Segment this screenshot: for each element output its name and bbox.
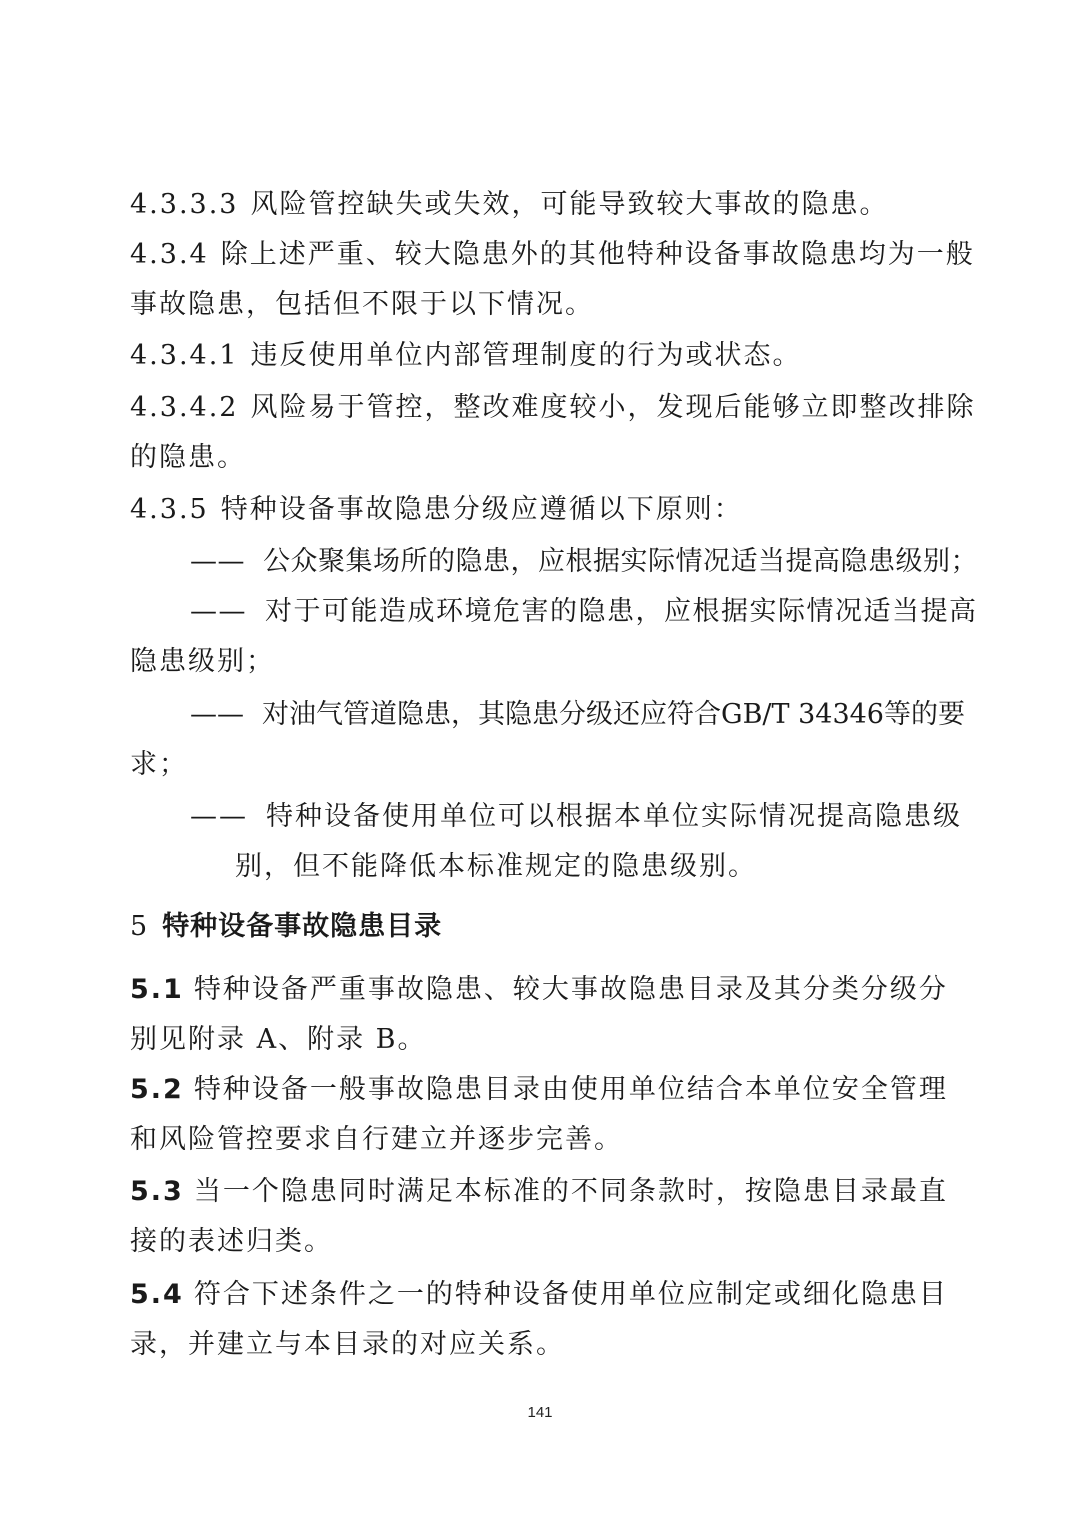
clause-number: 4.3.3.3 [130, 189, 239, 220]
clause-4-3-5 [130, 490, 980, 530]
principle-item-4 [190, 797, 980, 837]
clause-5-1 [130, 970, 980, 1010]
principle-item-4-continued [235, 847, 980, 887]
principle-text: 对于可能造成环境危害的隐患，应根据实际情况适当提高 [265, 596, 978, 627]
clause-number: 4.3.4 [130, 239, 209, 270]
clause-text: 符合下述条件之一的特种设备使用单位应制定或细化隐患目 [193, 1279, 948, 1310]
clause-4-3-4-1 [130, 336, 980, 376]
clause-text: 特种设备严重事故隐患、较大事故隐患目录及其分类分级分 [193, 974, 948, 1005]
principle-item-3-continued [130, 745, 980, 785]
principle-text: 对油气管道隐患，其隐患分级还应符合GB/T 34346等的要 [262, 699, 965, 730]
page-number: 141 [527, 1404, 553, 1421]
clause-4-3-4-2-continued [130, 438, 980, 478]
principle-text: 别，但不能降低本标准规定的隐患级别。 [235, 851, 757, 882]
clause-5-2 [130, 1070, 980, 1110]
clause-text: 特种设备一般事故隐患目录由使用单位结合本单位安全管理 [193, 1074, 948, 1105]
clause-4-3-4-2 [130, 388, 980, 428]
section-title: 特种设备事故隐患目录 [162, 911, 443, 942]
clause-5-2-continued [130, 1120, 980, 1160]
clause-5-3-continued [130, 1222, 980, 1262]
principle-text: 求； [130, 749, 188, 780]
clause-text: 的隐患。 [130, 442, 246, 473]
dash-marker: —— [190, 699, 244, 730]
clause-5-4 [130, 1275, 980, 1315]
clause-text: 违反使用单位内部管理制度的行为或状态。 [250, 340, 802, 371]
clause-number: 5.2 [130, 1074, 184, 1105]
clause-text: 除上述严重、较大隐患外的其他特种设备事故隐患均为一般 [220, 239, 975, 270]
principle-item-3 [190, 695, 980, 735]
section-5-heading [130, 907, 980, 947]
dash-marker: —— [190, 801, 248, 832]
clause-text: 事故隐患，包括但不限于以下情况。 [130, 289, 594, 320]
clause-text: 风险管控缺失或失效，可能导致较大事故的隐患。 [250, 189, 889, 220]
clause-text: 当一个隐患同时满足本标准的不同条款时，按隐患目录最直 [193, 1176, 948, 1207]
clause-text: 特种设备事故隐患分级应遵循以下原则： [220, 494, 743, 525]
clause-text: 接的表述归类。 [130, 1226, 333, 1257]
dash-marker: —— [190, 546, 245, 577]
clause-text: 别见附录 A、附录 B。 [130, 1024, 427, 1055]
dash-marker: —— [190, 596, 247, 627]
clause-number: 4.3.4.1 [130, 340, 239, 371]
clause-text: 和风险管控要求自行建立并逐步完善。 [130, 1124, 623, 1155]
principle-text: 公众聚集场所的隐患，应根据实际情况适当提高隐患级别； [263, 546, 978, 577]
principle-item-1 [190, 542, 980, 582]
clause-5-4-continued [130, 1325, 980, 1365]
clause-5-1-continued [130, 1020, 980, 1060]
clause-number: 4.3.4.2 [130, 392, 239, 423]
principle-text: 隐患级别； [130, 646, 275, 677]
clause-number: 4.3.5 [130, 494, 209, 525]
clause-number: 5.1 [130, 974, 184, 1005]
clause-4-3-3-3 [130, 185, 980, 225]
clause-4-3-4 [130, 235, 980, 275]
clause-5-3 [130, 1172, 980, 1212]
clause-number: 5.4 [130, 1279, 184, 1310]
clause-text: 风险易于管控，整改难度较小，发现后能够立即整改排除 [250, 392, 976, 423]
clause-number: 5.3 [130, 1176, 184, 1207]
clause-4-3-4-continued [130, 285, 980, 325]
principle-text: 特种设备使用单位可以根据本单位实际情况提高隐患级 [266, 801, 962, 832]
principle-item-2 [190, 592, 980, 632]
clause-text: 录，并建立与本目录的对应关系。 [130, 1329, 565, 1360]
principle-item-2-continued [130, 642, 980, 682]
section-number: 5 [130, 911, 149, 942]
